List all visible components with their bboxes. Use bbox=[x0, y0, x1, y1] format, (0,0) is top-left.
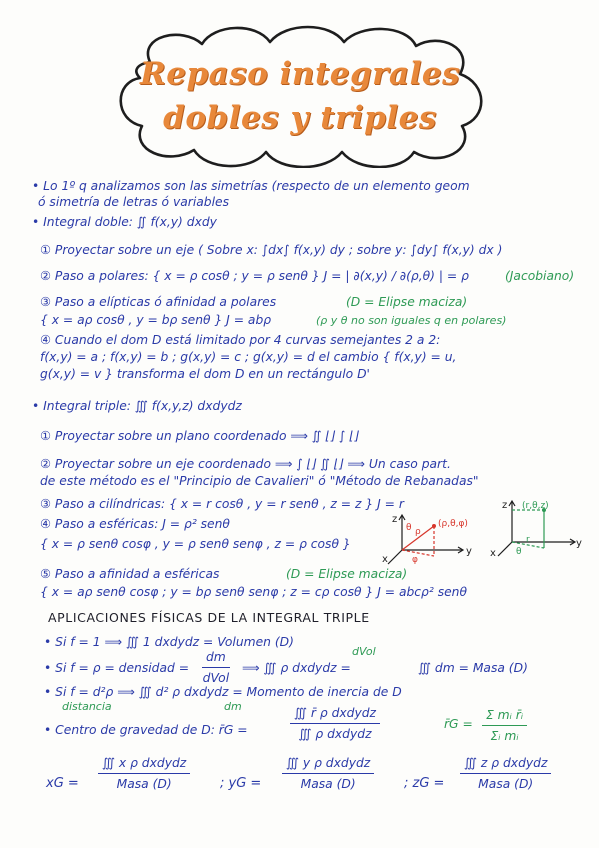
note-cilindricas: ③ Paso a cilíndricas: { x = r cosθ , y = r senθ , z = z } J = r bbox=[40, 497, 404, 511]
note-afinidad-elipse: (D = Elipse maciza) bbox=[286, 567, 408, 581]
zg-num: ∭ z ρ dxdydz bbox=[460, 756, 551, 774]
note-polares: ② Paso a polares: { x = ρ cosθ ; y = ρ senθ } J = | ∂(x,y) / ∂(ρ,θ) | = ρ bbox=[40, 269, 469, 283]
rg-fraction bbox=[482, 708, 527, 743]
note-afinidad-1: ⑤ Paso a afinidad a esféricas bbox=[40, 567, 220, 581]
note-esfericas: ④ Paso a esféricas: J = ρ² senθ bbox=[40, 517, 230, 531]
cil-r-label: r bbox=[526, 535, 530, 545]
note-cuando-1: ④ Cuando el dom D está limitado por 4 curvas semejantes 2 a 2: bbox=[40, 333, 441, 347]
centro-fraction bbox=[290, 706, 380, 741]
rg-den: Σᵢ mᵢ bbox=[490, 729, 519, 743]
densidad-num: dm bbox=[202, 650, 230, 668]
centro-den: ∭ ρ dxdydz bbox=[298, 727, 372, 741]
note-no-iguales: (ρ y θ no son iguales q en polares) bbox=[316, 314, 507, 327]
zg-label: ; zG = bbox=[404, 776, 445, 791]
yg-fraction bbox=[282, 756, 374, 791]
note-simetrias-1: • Lo 1º q analizamos son las simetrías (respecto de un elemento geom bbox=[32, 179, 470, 193]
densidad-fraction bbox=[202, 650, 230, 685]
note-proy-eje-1: ② Proyectar sobre un eje coordenado ⟹ ∫ ⌊⌋ ∬ ⌊⌋ ⟹ Un caso part. bbox=[40, 457, 451, 471]
yg-label: ; yG = bbox=[220, 776, 262, 791]
app-dvol-note: dVol bbox=[352, 645, 376, 658]
zg-den: Masa (D) bbox=[478, 777, 534, 791]
note-afinidad-2: { x = aρ senθ cosφ ; y = bρ senθ senφ ; z = cρ cosθ } J = abcρ² senθ bbox=[40, 585, 467, 599]
cil-axis-y: y bbox=[576, 538, 582, 549]
app-centro-prefix: • Centro de gravedad de D: r̄G = bbox=[44, 723, 248, 737]
note-elipse-maciza: (D = Elipse maciza) bbox=[346, 295, 468, 309]
xg-label: xG = bbox=[46, 776, 79, 791]
xg-num: ∭ x ρ dxdydz bbox=[98, 756, 190, 774]
yg-num: ∭ y ρ dxdydz bbox=[282, 756, 374, 774]
esf-axis-y: y bbox=[466, 546, 472, 557]
yg-den: Masa (D) bbox=[300, 777, 356, 791]
note-cuando-2: f(x,y) = a ; f(x,y) = b ; g(x,y) = c ; g(x,y) = d el cambio { f(x,y) = u, bbox=[40, 350, 457, 364]
esf-theta-label: θ bbox=[406, 523, 412, 533]
app-densidad-mid: ⟹ ∭ ρ dxdydz = bbox=[242, 661, 351, 675]
note-integral-doble: • Integral doble: ∬ f(x,y) dxdy bbox=[32, 215, 217, 229]
esf-rho-label: ρ bbox=[415, 527, 421, 537]
esf-axis-x: x bbox=[382, 554, 388, 565]
cylindrical-coordinates-figure bbox=[486, 498, 586, 560]
note-proyectar-eje: ① Proyectar sobre un eje ( Sobre x: ∫dx∫ f(x,y) dy ; sobre y: ∫dy∫ f(x,y) dx ) bbox=[40, 243, 503, 257]
esf-point-label: (ρ,θ,φ) bbox=[438, 519, 468, 529]
densidad-den: dVol bbox=[202, 671, 230, 685]
xg-fraction bbox=[98, 756, 190, 791]
spherical-coordinates-figure bbox=[382, 512, 482, 568]
title-line-1: Repaso integrales bbox=[139, 56, 461, 92]
cil-axis-x: x bbox=[490, 548, 496, 559]
page-title bbox=[120, 52, 480, 140]
note-esfericas-eq: { x = ρ senθ cosφ , y = ρ senθ senφ , z = ρ cosθ } bbox=[40, 537, 351, 551]
note-proy-plano: ① Proyectar sobre un plano coordenado ⟹ ∬ ⌊⌋ ∫ ⌊⌋ bbox=[40, 429, 359, 443]
note-elipticas: ③ Paso a elípticas ó afinidad a polares bbox=[40, 295, 277, 309]
app-dm-note: dm bbox=[224, 700, 242, 713]
note-proy-eje-2: de este método es el "Principio de Cavalieri" ó "Método de Rebanadas" bbox=[40, 474, 479, 488]
applications-heading: APLICACIONES FÍSICAS DE LA INTEGRAL TRIPLE bbox=[48, 610, 370, 625]
esf-axis-z: z bbox=[392, 514, 398, 525]
xg-den: Masa (D) bbox=[116, 777, 172, 791]
cil-theta-label: θ bbox=[516, 547, 522, 557]
note-integral-triple: • Integral triple: ∭ f(x,y,z) dxdydz bbox=[32, 399, 242, 413]
title-line-2: dobles y triples bbox=[163, 100, 437, 136]
rg-num: Σ mᵢ r̄ᵢ bbox=[482, 708, 527, 726]
cil-point-label: (r,θ,z) bbox=[522, 501, 549, 511]
app-volumen: • Si f = 1 ⟹ ∭ 1 dxdydz = Volumen (D) bbox=[44, 635, 294, 649]
app-inercia: • Si f = d²ρ ⟹ ∭ d² ρ dxdydz = Momento de inercia de D bbox=[44, 685, 402, 699]
app-densidad-suffix: ∭ dm = Masa (D) bbox=[418, 661, 528, 675]
app-densidad-prefix: • Si f = ρ = densidad = bbox=[44, 661, 190, 675]
note-cuando-3: g(x,y) = v } transforma el dom D en un rectángulo D' bbox=[40, 367, 370, 381]
cil-axis-z: z bbox=[502, 500, 508, 511]
centro-num: ∭ r̄ ρ dxdydz bbox=[290, 706, 380, 724]
esf-phi-label: φ bbox=[412, 555, 418, 565]
note-elipticas-eq: { x = aρ cosθ , y = bρ senθ } J = abρ bbox=[40, 313, 272, 327]
zg-fraction bbox=[460, 756, 551, 791]
app-distancia-note: distancia bbox=[62, 700, 112, 713]
note-simetrias-2: ó simetría de letras ó variables bbox=[38, 195, 229, 209]
rg-label: r̄G = bbox=[444, 717, 473, 731]
note-jacobiano: (Jacobiano) bbox=[505, 269, 575, 283]
